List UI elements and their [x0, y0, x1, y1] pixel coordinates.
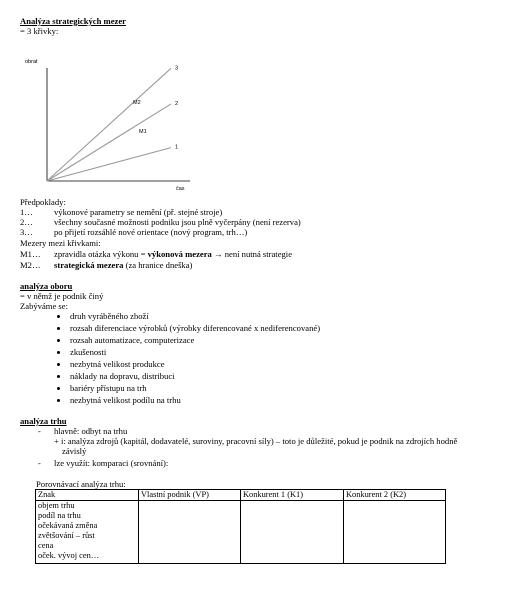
- bullet-icon: [57, 351, 60, 354]
- row-label-cell: [36, 501, 139, 564]
- comparison-table: [35, 489, 446, 564]
- row-label: objem trhu: [38, 501, 75, 510]
- k1-cell: [241, 501, 344, 564]
- series-layer: [47, 65, 178, 181]
- obor-bullet-4: zkušenosti: [70, 347, 107, 357]
- bullet-icon: [57, 327, 60, 330]
- series-label-1: 1: [175, 144, 179, 151]
- row-label: oček. vývoj cen…: [38, 551, 100, 560]
- predpoklad-1-text: výkonové parametry se nemění (př. stejné stroje): [54, 207, 223, 217]
- predpoklad-3-text: po přijetí rozsáhlé nové orientace (nový program, trh…): [54, 227, 248, 237]
- m2-text-bold: strategická mezera: [54, 260, 124, 270]
- predpoklad-2-num: 2…: [20, 217, 33, 227]
- obor-bullet-2: rozsah diferenciace výrobků (výrobky diferencované x nediferencované): [70, 323, 321, 333]
- annotation-m1: M1: [139, 129, 147, 135]
- obor-line2: Zabýváme se:: [20, 301, 68, 311]
- header-cell-k1: Konkurent 1 (K1): [241, 490, 344, 501]
- row-label: cena: [38, 541, 54, 550]
- m1-text-post: → není nutná strategie: [211, 249, 293, 259]
- trh-line1: hlavně: odbyt na trhu: [54, 426, 128, 436]
- obor-bullet-6: náklady na dopravu, distribuci: [70, 371, 175, 381]
- bullet-icon: [57, 315, 60, 318]
- obor-title: analýza oboru: [20, 281, 73, 291]
- obor-bullet-3: rozsah automatizace, computerizace: [70, 335, 195, 345]
- series-label-2: 2: [175, 100, 179, 107]
- obor-bullet-5: nezbytná velikost produkce: [70, 359, 165, 369]
- trh-line3: závislý: [62, 446, 87, 456]
- bullet-icon: [57, 387, 60, 390]
- trh-dash-2: -: [38, 458, 41, 468]
- m2-description: [54, 260, 192, 270]
- m2-text-post: (za hranice dneška): [123, 260, 193, 270]
- row-label: podíl na trhu: [38, 511, 81, 520]
- header-cell-znak: Znak: [36, 490, 139, 501]
- bullet-icon: [57, 339, 60, 342]
- row-label: zvětšování – růst: [38, 531, 95, 540]
- row-label: očekávaná změna: [38, 521, 98, 530]
- bullet-icon: [57, 363, 60, 366]
- trh-line2: + i: analýza zdrojů (kapitál, dodavatelé, suroviny, pracovní síly) – toto je důležité, pokud je podnik na zdrojích hodně: [54, 436, 458, 446]
- m1-text-bold: výkonová mezera: [147, 249, 212, 259]
- bullet-icon: [57, 375, 60, 378]
- table-header-row: [36, 490, 446, 501]
- predpoklad-2-text: všechny současné možnosti podniku jsou plně vyčerpány (není rezerva): [54, 217, 301, 227]
- series-label-3: 3: [175, 65, 179, 72]
- table-caption: Porovnávací analýza trhu:: [36, 479, 126, 489]
- obor-bullet-7: bariéry přístupu na trh: [70, 383, 147, 393]
- bullet-icon: [57, 399, 60, 402]
- annotation-m2: M2: [133, 100, 141, 106]
- predpoklad-3-num: 3…: [20, 227, 33, 237]
- mezery-heading: Mezery mezi křivkami:: [20, 238, 101, 248]
- obor-bullet-1: druh vyráběného zboží: [70, 311, 149, 321]
- k2-cell: [344, 501, 446, 564]
- header-cell-vp: Vlastní podnik (VP): [139, 490, 241, 501]
- m1-num: M1…: [20, 249, 41, 259]
- trh-line4: lze využít: komparaci (srovnání):: [54, 458, 169, 468]
- predpoklad-1-num: 1…: [20, 207, 33, 217]
- section-subtitle: = 3 křivky:: [20, 26, 59, 36]
- trh-title: analýza trhu: [20, 416, 67, 426]
- predpoklady-heading: Předpoklady:: [20, 197, 66, 207]
- m1-description: [54, 249, 292, 259]
- table-row: [36, 501, 446, 564]
- header-cell-k2: Konkurent 2 (K2): [344, 490, 446, 501]
- series-line-2: [47, 104, 171, 181]
- trh-dash-1: -: [38, 426, 41, 436]
- vp-cell: [139, 501, 241, 564]
- obor-line1: = v němž je podnik činý: [20, 291, 104, 301]
- y-axis-label: obrat: [25, 59, 38, 65]
- obor-bullet-8: nezbytná velikost podílu na trhu: [70, 395, 181, 405]
- section-title-strategic-gaps: Analýza strategických mezer: [20, 16, 126, 26]
- x-axis-label: čas: [176, 186, 185, 192]
- m2-num: M2…: [20, 260, 41, 270]
- m1-text-pre: zpravidla otázka výkonu =: [54, 249, 148, 259]
